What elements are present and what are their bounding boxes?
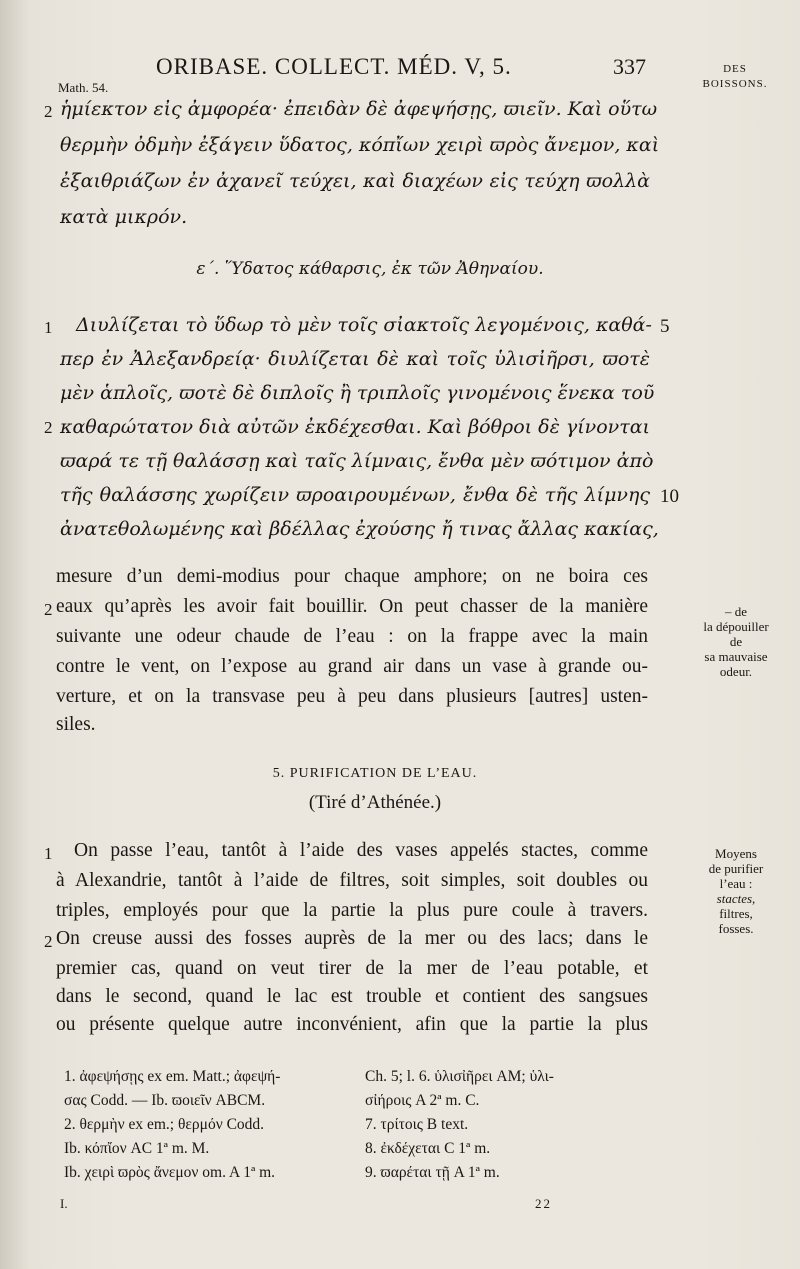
french-text-line: contre le vent, on l’expose au grand air dans un vase à grande ou-: [56, 656, 648, 677]
line-number: 1: [44, 844, 53, 863]
greek-text-line: περ ἐν Ἀλεξανδρείᾳ· διυλίζεται δὲ καὶ τοῖς ὑλισἰῆρσι, ϖοτὲ: [60, 348, 650, 370]
footnote-line: σας Codd. — Ib. ϖοιεῖν ABCM.: [64, 1092, 266, 1109]
margin-note: [686, 846, 786, 936]
french-text-line: mesure d’un demi-modius pour chaque amphore; on ne boira ces: [56, 566, 648, 587]
french-text-line: triples, employés pour que la partie la plus pure coule à travers.: [56, 900, 648, 921]
footnote-line: 7. τρίτοις B text.: [365, 1116, 469, 1133]
side-label-line: DES: [723, 63, 747, 75]
page-number: 337: [613, 54, 646, 79]
french-text-line: premier cas, quand on veut tirer de la mer de l’eau potable, et: [56, 958, 648, 979]
french-text-line: eaux qu’après les avoir fait bouillir. On peut chasser de la manière: [56, 596, 648, 617]
french-text-line: suivante une odeur chaude de l’eau : on la frappe avec la main: [56, 626, 648, 647]
greek-text-line: θερμὴν ὀδμὴν ἐξάγειν ὕδατος, κόπἴων χειρὶ ϖρὸς ἄνεμον, καὶ: [60, 134, 660, 156]
greek-text-line: ἡμίεκτον εἰς ἀμφορέα· ἐπειδὰν δὲ ἀφεψήσῃς, ϖιεῖν. Καὶ οὕτω: [60, 98, 658, 120]
verse-number: 5: [660, 316, 670, 337]
margin-note-line: – de: [724, 604, 748, 619]
margin-note-line: Moyens: [715, 846, 757, 861]
french-text-line: dans le second, quand le lac est trouble et contient des sangsues: [56, 986, 648, 1007]
french-text-line: ou présente quelque autre inconvénient, afin que la partie la plus: [56, 1014, 648, 1035]
margin-note-line: odeur.: [719, 664, 753, 679]
margin-note-line: la dépouiller: [703, 619, 769, 634]
greek-text-line: μὲν ἁπλοῖς, ϖοτὲ δὲ διπλοῖς ἢ τριπλοῖς γινομένοις ἕνεκα τοῦ: [60, 382, 655, 404]
margin-note-line: fosses.: [718, 921, 754, 936]
margin-note-line: filtres,: [719, 906, 753, 921]
sheet-number: 22: [535, 1196, 552, 1211]
margin-note: [686, 604, 786, 679]
line-number: 1: [44, 318, 53, 337]
greek-text-line: Διυλίζεται τὸ ὕδωρ τὸ μὲν τοῖς σἰακτοῖς λεγομένοις, καθά-: [76, 314, 652, 336]
greek-section-heading: ε΄. Ὕδατος κάθαρσις, ἐκ τῶν Ἀθηναίου.: [196, 259, 544, 279]
french-text-line: siles.: [56, 714, 96, 735]
footnote-line: 2. θερμὴν ex em.; θερμόν Codd.: [64, 1116, 265, 1133]
footnote-line: Ib. χειρὶ ϖρὸς ἄνεμον om. A 1ª m.: [64, 1164, 276, 1181]
greek-text-line: ϖαρά τε τῇ θαλάσσῃ καὶ ταῖς λίμναις, ἔνθα μὲν ϖότιμον ἀπὸ: [60, 450, 654, 472]
edition-reference: Math. 54.: [58, 80, 109, 95]
footnote-line: 8. ἐκδέχεται C 1ª m.: [365, 1140, 491, 1157]
french-text-line: On passe l’eau, tantôt à l’aide des vases appelés stactes, comme: [74, 840, 648, 861]
page-header: [150, 54, 650, 84]
footnote-line: 9. ϖαρέται τῇ A 1ª m.: [365, 1164, 500, 1181]
line-number: 2: [44, 418, 53, 437]
greek-text-line: καθαρώτατον διὰ αὐτῶν ἐκδέχεσθαι. Καὶ βόθροι δὲ γίνονται: [60, 416, 650, 438]
line-number: 2: [44, 600, 53, 619]
running-title: ORIBASE. COLLECT. MÉD. V, 5.: [156, 54, 512, 79]
printer-signature: I.: [60, 1196, 68, 1211]
french-section-heading: 5. PURIFICATION DE L’EAU.: [272, 766, 478, 781]
french-text-line: verture, et on la transvase peu à peu dans plusieurs [autres] usten-: [56, 686, 648, 707]
margin-note-line: stactes,: [716, 891, 756, 906]
margin-note-line: sa mauvaise: [704, 649, 768, 664]
french-text-line: On creuse aussi des fosses auprès de la mer ou des lacs; dans le: [56, 928, 648, 949]
side-section-label: [700, 62, 770, 92]
line-number: 2: [44, 102, 53, 121]
footnote-line: 1. ἀφεψήσῃς ex em. Matt.; ἀφεψή-: [64, 1068, 281, 1085]
margin-note-line: de purifier: [708, 861, 764, 876]
greek-text-line: ἐξαιθριάζων ἐν ἀχανεῖ τεύχει, καὶ διαχέων εἰς τεύχη ϖολλὰ: [60, 170, 650, 192]
greek-text-line: ἀνατεθολωμένης καὶ βδέλλας ἐχούσης ἤ τινας ἄλλας κακίας,: [60, 518, 659, 540]
footnote-line: Ch. 5; l. 6. ὑλισἰῆρει AM; ὑλι-: [365, 1068, 554, 1085]
margin-note-line: de: [729, 634, 743, 649]
greek-text-line: κατὰ μικρόν.: [60, 206, 188, 228]
footnote-line: σἰήροις A 2ª m. C.: [365, 1092, 480, 1109]
verse-number: 10: [660, 486, 679, 507]
line-number: 2: [44, 932, 53, 951]
french-section-source: (Tiré d’Athénée.): [308, 792, 442, 813]
greek-text-line: τῆς θαλάσσης χωρίζειν ϖροαιρουμένων, ἔνθα δὲ τῆς λίμνης: [60, 484, 650, 506]
french-text-line: à Alexandrie, tantôt à l’aide de filtres, soit simples, soit doubles ou: [56, 870, 648, 891]
side-label-line: BOISSONS.: [702, 78, 768, 90]
footnote-line: Ib. κόπἴον AC 1ª m. M.: [64, 1140, 210, 1157]
margin-note-line: l’eau :: [719, 876, 753, 891]
